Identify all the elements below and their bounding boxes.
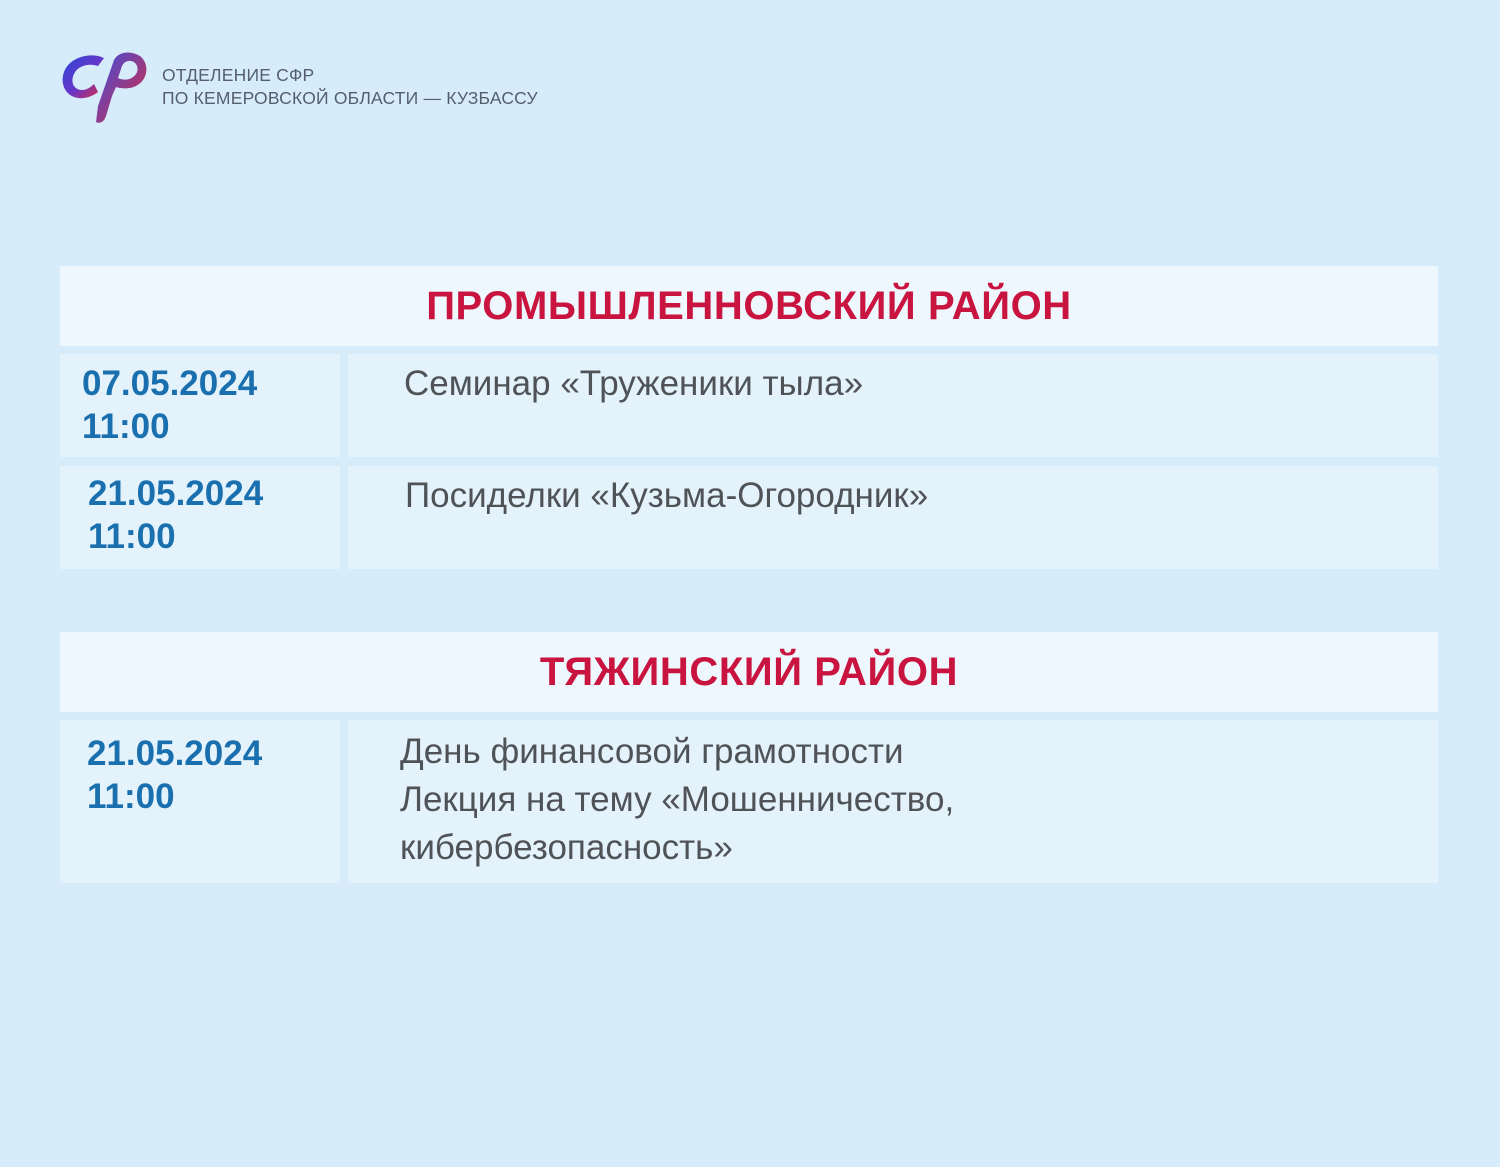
event-description-cell bbox=[348, 466, 1438, 569]
event-date-cell bbox=[60, 354, 340, 457]
sfr-logo-icon bbox=[58, 44, 152, 128]
event-description: Семинар «Труженики тыла» bbox=[404, 364, 864, 403]
event-description-line: Лекция на тему «Мошенничество, bbox=[400, 780, 955, 819]
event-date: 07.05.2024 bbox=[82, 364, 258, 403]
event-date-cell bbox=[60, 466, 340, 569]
event-date: 21.05.2024 bbox=[87, 734, 263, 773]
event-description-cell bbox=[348, 720, 1438, 883]
event-description: Посиделки «Кузьма-Огородник» bbox=[405, 476, 929, 515]
event-time: 11:00 bbox=[88, 517, 176, 556]
event-time: 11:00 bbox=[87, 777, 175, 816]
event-date-cell bbox=[60, 720, 340, 883]
event-description-line: День финансовой грамотности bbox=[400, 732, 904, 771]
organization-name bbox=[162, 64, 538, 110]
event-date: 21.05.2024 bbox=[88, 474, 264, 513]
section-title-tyazhinsky: ТЯЖИНСКИЙ РАЙОН bbox=[60, 632, 1438, 712]
organization-name-line1: ОТДЕЛЕНИЕ СФР bbox=[162, 65, 315, 85]
event-description-line: кибербезопасность» bbox=[400, 828, 733, 867]
section-title-promyshlennovsky: ПРОМЫШЛЕННОВСКИЙ РАЙОН bbox=[60, 266, 1438, 346]
event-description-cell bbox=[348, 354, 1438, 457]
event-time: 11:00 bbox=[82, 407, 170, 446]
organization-name-line2: ПО КЕМЕРОВСКОЙ ОБЛАСТИ — КУЗБАССУ bbox=[162, 88, 538, 108]
